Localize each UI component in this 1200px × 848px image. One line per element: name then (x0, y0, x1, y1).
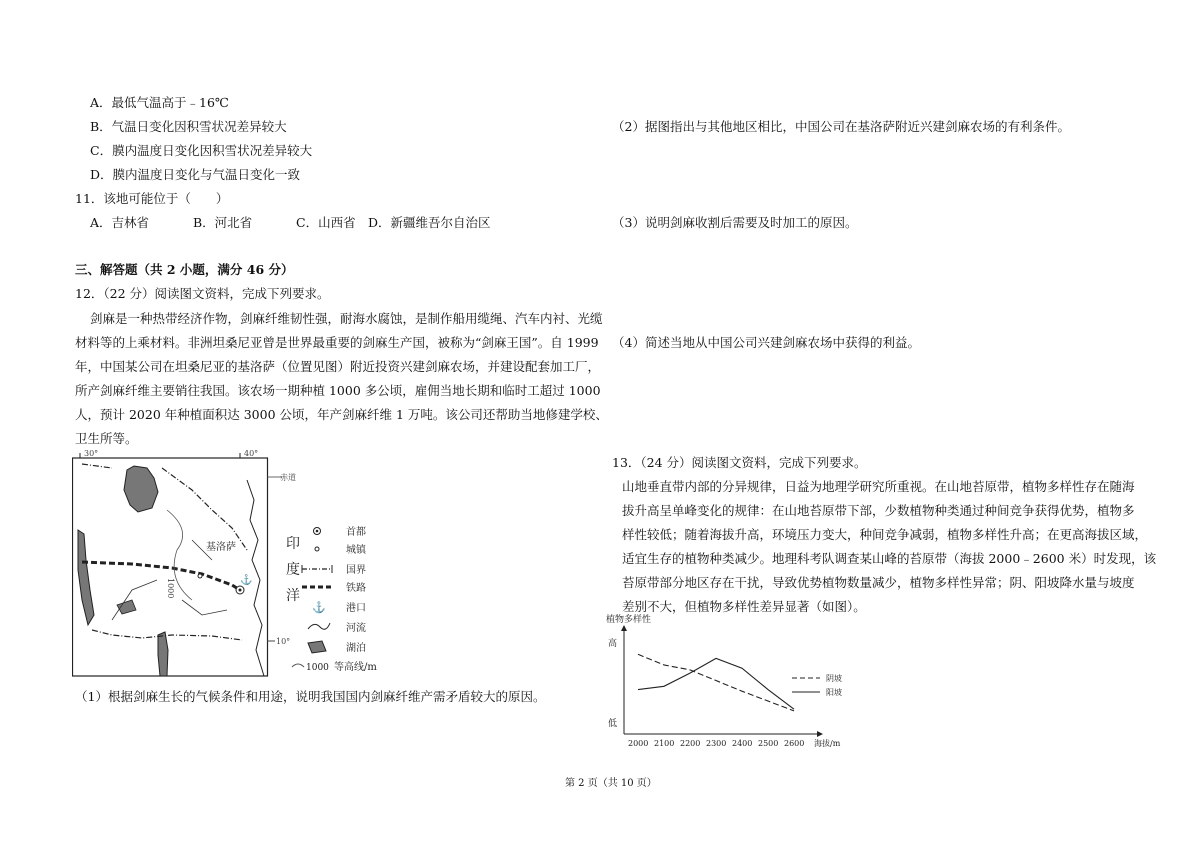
x-tick-label: 2200 (680, 739, 701, 748)
equator-label: 赤道 (280, 473, 296, 482)
page-number: 第 2 页（共 10 页） (565, 778, 657, 789)
q13-para-line: 山地垂直带内部的分异规律，日益为地理学研究所重视。在山地苔原带，植物多样性存在随海 (622, 479, 1135, 494)
legend-label-1: 阳坡 (826, 688, 842, 697)
q12-para-line: 年，中国某公司在坦桑尼亚的基洛萨（位置见图）附近投资兴建剑麻农场，并建设配套加工厂， (75, 359, 601, 374)
lat10-label: 10° (276, 637, 291, 646)
port-anchor-icon: ⚓ (240, 575, 253, 586)
legend-contour: 等高线/m (334, 662, 377, 673)
q12-para-line: 人，预计 2020 年种植面积达 3000 公顷，年产剑麻纤维 1 万吨。该公司还帮助当地修建学校、 (75, 407, 608, 422)
q11-option-d: D．新疆维吾尔自治区 (368, 215, 491, 230)
legend-anchor-icon: ⚓ (312, 601, 326, 614)
q12-sub4: （4）简述当地从中国公司兴建剑麻农场中获得的利益。 (612, 335, 920, 350)
diversity-chart (600, 612, 860, 752)
ocean-char-2: 度 (286, 562, 300, 578)
legend-river: 河流 (346, 623, 366, 634)
y-low-label: 低 (608, 719, 618, 729)
x-tick-label: 2300 (706, 739, 727, 748)
map-frame (73, 458, 268, 676)
q11-option-a: A．吉林省 (90, 215, 150, 230)
x-tick-label: 2500 (758, 739, 779, 748)
q13-para-line: 样性较低；随着海拔升高，环境压力变大，种间竞争减弱，植物多样性升高；在更高海拔区域， (622, 527, 1148, 542)
city-marker (198, 574, 202, 578)
q13-para-line: 拔升高呈单峰变化的规律：在山地苔原带下部，少数植物种类通过种间竞争获得优势，植物多 (622, 503, 1135, 518)
q13-para-line: 差别不大，但植物多样性差异显著（如图）。 (622, 599, 866, 614)
q13-para-line: 苔原带部分地区存在干扰，导致优势植物数量减少，植物多样性异常；阴、阳坡降水量与坡度 (622, 575, 1135, 590)
q11-option-b: B．河北省 (193, 215, 253, 230)
ocean-char-1: 印 (286, 536, 300, 552)
legend-capital: 首都 (346, 527, 366, 538)
legend-town: 城镇 (346, 545, 366, 556)
legend-lake: 湖泊 (346, 643, 366, 654)
lake-nyasa (158, 632, 168, 676)
legend-label-0: 阴坡 (826, 674, 842, 683)
q10-option-b: B．气温日变化因积雪状况差异较大 (90, 119, 287, 134)
legend-border: 国界 (346, 565, 366, 576)
q11-stem: 11．该地可能位于（ ） (75, 191, 229, 206)
q12-para-line: 剑麻是一种热带经济作物，剑麻纤维韧性强，耐海水腐蚀，是制作船用缆绳、汽车内衬、光缆 (90, 311, 603, 326)
q12-para-line: 所产剑麻纤维主要销往我国。该农场一期种植 1000 多公顷，雇佣当地长期和临时工超过 1000 (75, 383, 601, 398)
ocean-char-3: 洋 (286, 588, 300, 604)
q10-option-c: C．膜内温度日变化因积雪状况差异较大 (90, 143, 313, 158)
x-tick-label: 2600 (784, 739, 805, 748)
q12-sub3: （3）说明剑麻收割后需要及时加工的原因。 (612, 215, 858, 230)
legend-port: 港口 (346, 603, 366, 614)
q10-option-d: D．膜内温度日变化与气温日变化一致 (90, 167, 301, 182)
series-line-1 (638, 658, 794, 709)
contour-value: 1000 (166, 578, 175, 599)
map-legend (290, 525, 400, 675)
legend-contour-value: 1000 (306, 663, 329, 673)
q10-option-a: A．最低气温高于﹣16℃ (90, 95, 229, 110)
x-tick-label: 2400 (732, 739, 753, 748)
q12-sub2: （2）据图指出与其他地区相比，中国公司在基洛萨附近兴建剑麻农场的有利条件。 (612, 119, 1070, 134)
series-line-0 (638, 654, 794, 711)
q13-para-line: 适宜生存的植物种类减少。地理科考队调查某山峰的苔原带（海拔 2000﹣2600 米）时发现，该 (622, 551, 1157, 566)
x-tick-label: 2100 (654, 739, 675, 748)
x-tick-label: 2000 (628, 739, 649, 748)
chart-xlabel: 海拔/m (814, 739, 841, 748)
section-title: 三、解答题（共 2 小题，满分 46 分） (75, 262, 294, 277)
q12-para-line: 材料等的上乘材料。非洲坦桑尼亚曾是世界最重要的剑麻生产国，被称为“剑麻王国”。自 1999 (75, 335, 599, 350)
lon40-label: 40° (244, 450, 259, 458)
q12-para-line: 卫生所等。 (75, 431, 138, 446)
chart-ylabel: 植物多样性 (606, 615, 652, 625)
city-label: 基洛萨 (206, 542, 236, 553)
legend-railway: 铁路 (346, 583, 366, 594)
q13-stem: 13．（24 分）阅读图文资料，完成下列要求。 (612, 455, 867, 470)
q12-stem: 12．（22 分）阅读图文资料，完成下列要求。 (75, 286, 330, 301)
y-high-label: 高 (608, 639, 618, 649)
q12-sub1: （1）根据剑麻生长的气候条件和用途，说明我国国内剑麻纤维产需矛盾较大的原因。 (75, 689, 546, 704)
lon30-label: 30° (84, 450, 99, 458)
q11-option-c: C．山西省 (296, 215, 356, 230)
